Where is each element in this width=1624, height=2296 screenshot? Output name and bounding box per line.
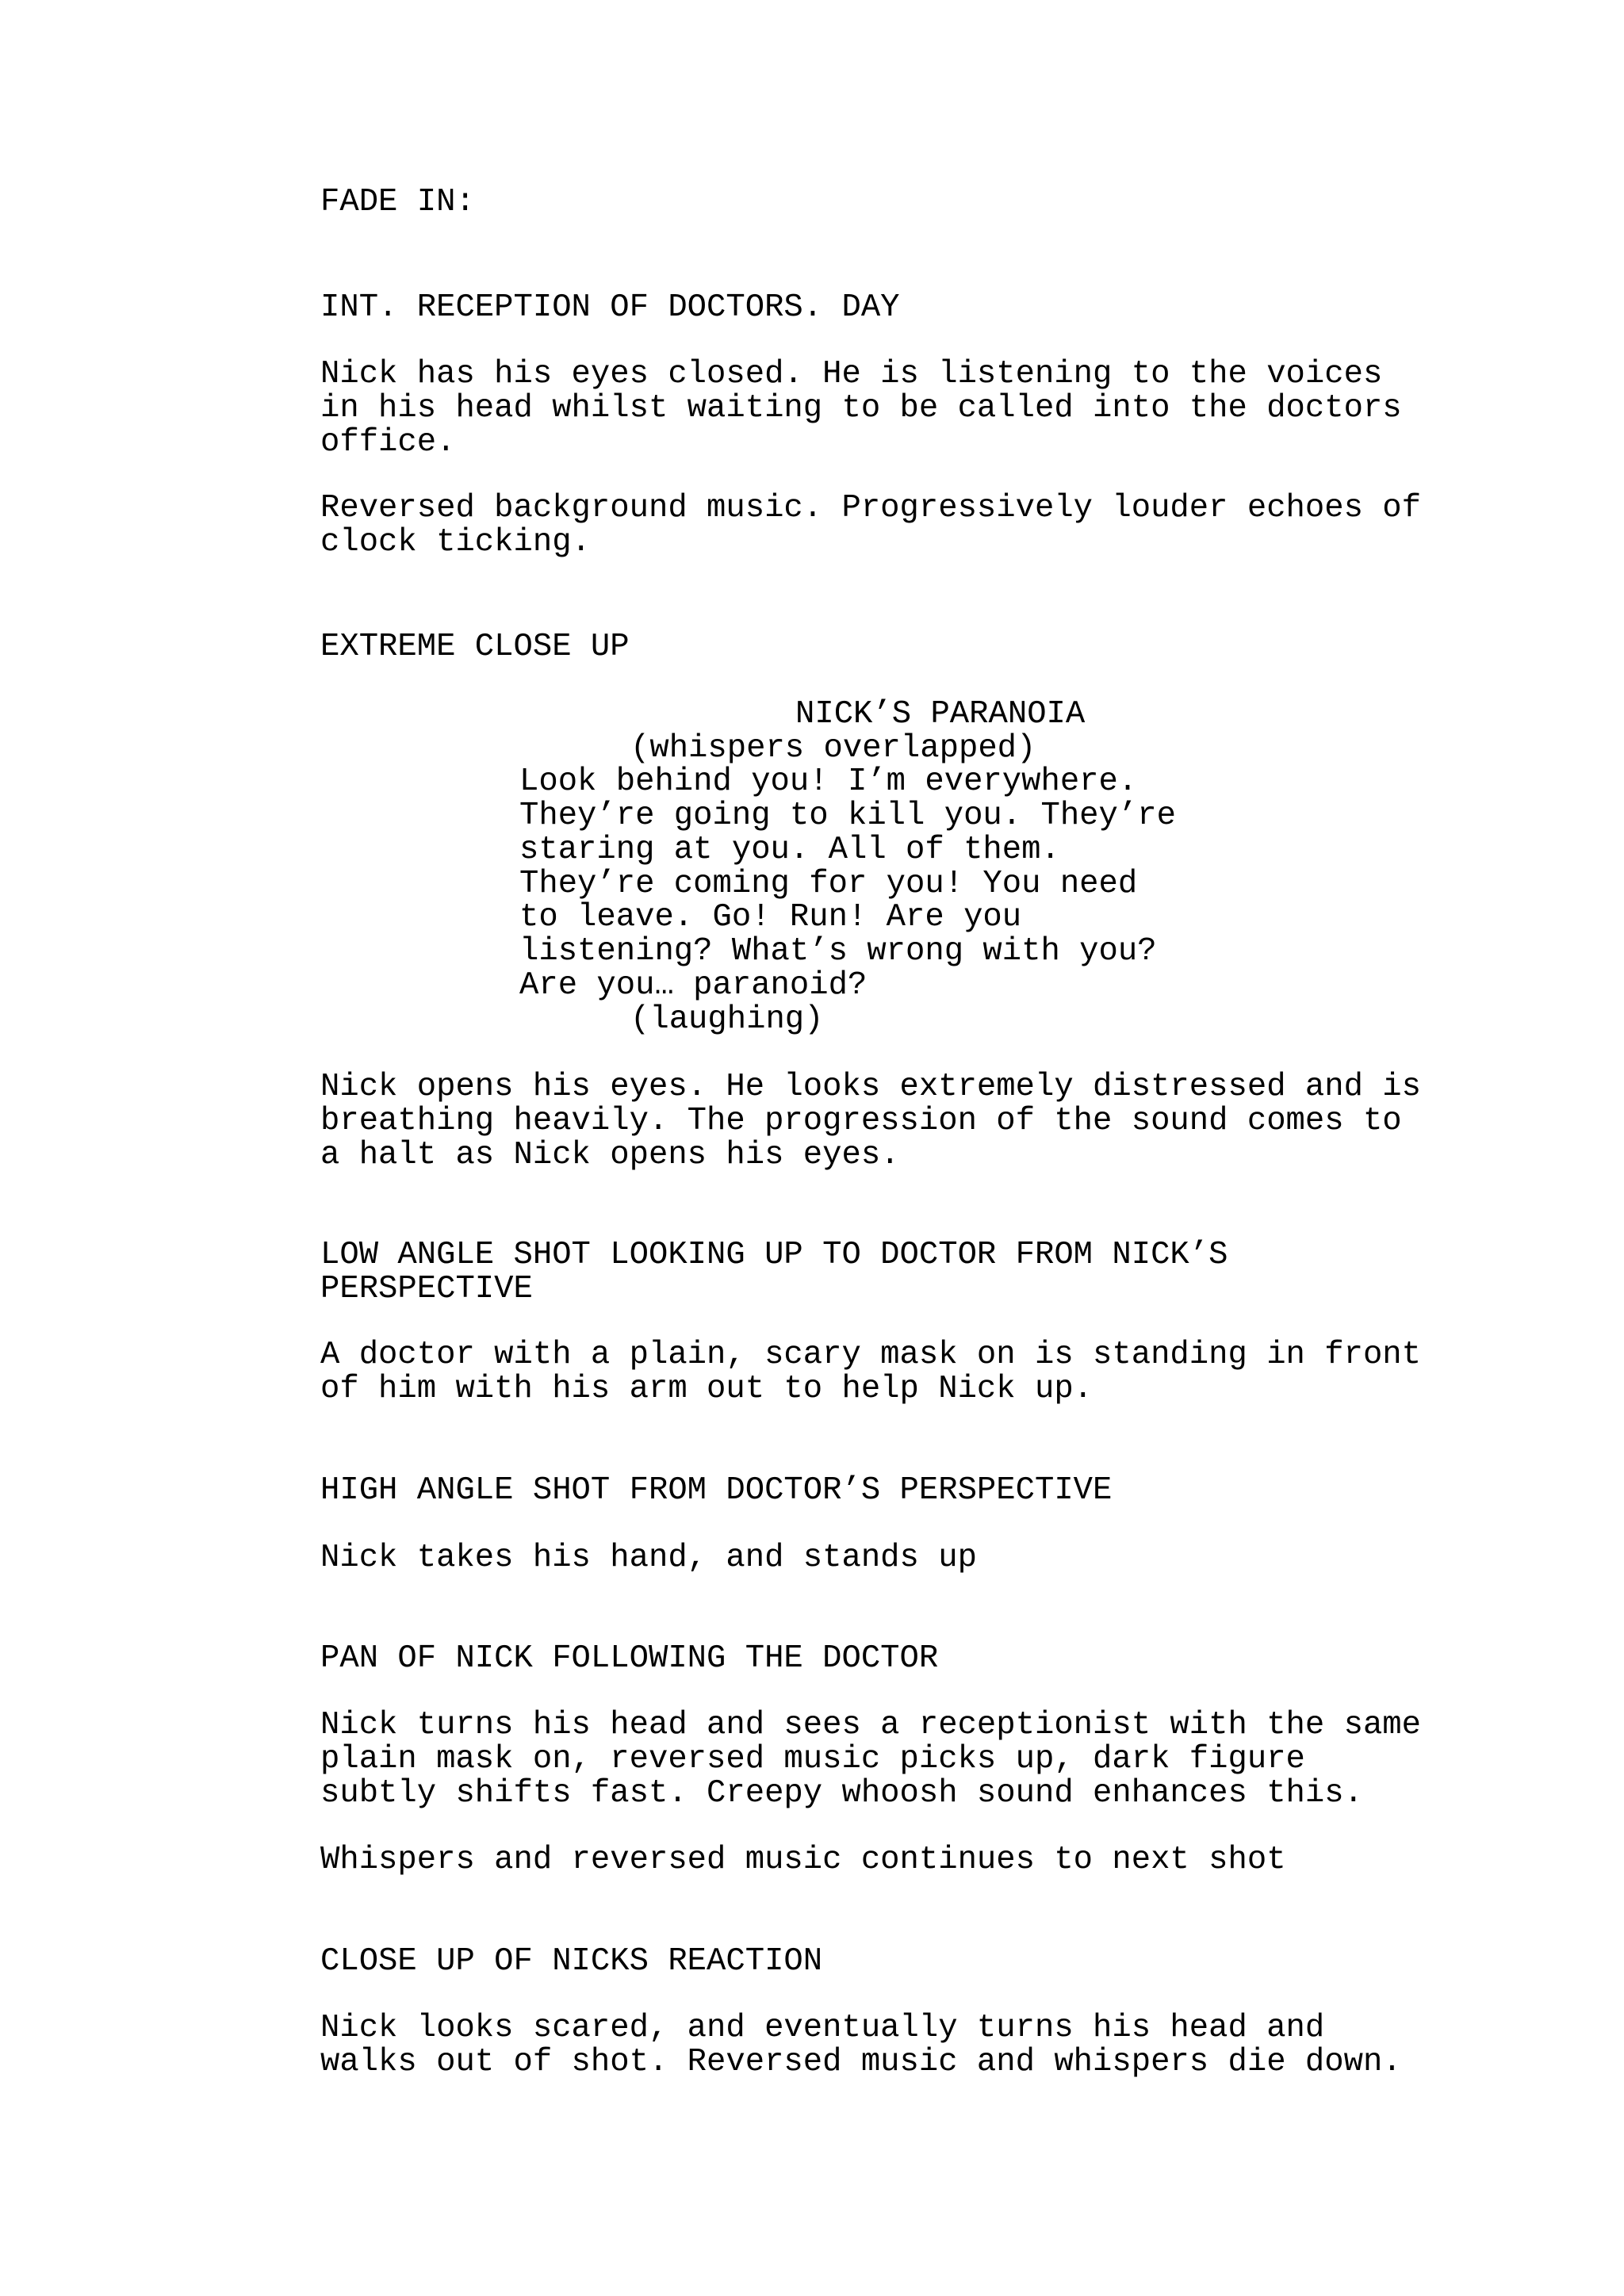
action-line: Nick looks scared, and eventually turns his head and — [320, 2010, 1325, 2046]
parenthetical: (laughing) — [630, 1001, 824, 1038]
shot-heading: EXTREME CLOSE UP — [320, 629, 630, 665]
parenthetical: (whispers overlapped) — [630, 730, 1036, 767]
action-line: subtly shifts fast. Creepy whoosh sound enhances this. — [320, 1775, 1363, 1812]
shot-heading: LOW ANGLE SHOT LOOKING UP TO DOCTOR FROM NICK’S — [320, 1237, 1228, 1273]
action-line: breathing heavily. The progression of the sound comes to — [320, 1103, 1402, 1139]
dialogue-line: Look behind you! I’m everywhere. — [519, 763, 1138, 800]
character-name: NICK’S PARANOIA — [795, 696, 1086, 733]
transition-line: FADE IN: — [320, 184, 475, 220]
shot-heading: PAN OF NICK FOLLOWING THE DOCTOR — [320, 1640, 939, 1677]
action-line: clock ticking. — [320, 524, 591, 561]
action-line: Reversed background music. Progressively louder echoes of — [320, 490, 1421, 526]
dialogue-line: They’re going to kill you. They’re — [519, 798, 1176, 834]
action-line: A doctor with a plain, scary mask on is standing in front — [320, 1337, 1421, 1373]
action-line: Nick opens his eyes. He looks extremely distressed and is — [320, 1069, 1421, 1105]
shot-heading: HIGH ANGLE SHOT FROM DOCTOR’S PERSPECTIVE — [320, 1472, 1113, 1509]
action-line: walks out of shot. Reversed music and whispers die down. — [320, 2044, 1402, 2080]
action-line: in his head whilst waiting to be called into the doctors — [320, 390, 1402, 427]
shot-heading: PERSPECTIVE — [320, 1271, 533, 1307]
action-line: of him with his arm out to help Nick up. — [320, 1371, 1094, 1407]
scene-heading: INT. RECEPTION OF DOCTORS. DAY — [320, 289, 900, 326]
dialogue-line: staring at you. All of them. — [519, 832, 1060, 868]
action-line: plain mask on, reversed music picks up, dark figure — [320, 1741, 1305, 1777]
action-line: Whispers and reversed music continues to next shot — [320, 1842, 1286, 1878]
action-line: office. — [320, 424, 456, 461]
dialogue-line: to leave. Go! Run! Are you — [519, 899, 1022, 936]
action-line: a halt as Nick opens his eyes. — [320, 1137, 900, 1173]
action-line: Nick has his eyes closed. He is listening to the voices — [320, 356, 1383, 392]
action-line: Nick takes his hand, and stands up — [320, 1540, 977, 1576]
dialogue-line: They’re coming for you! You need — [519, 866, 1138, 902]
dialogue-line: listening? What’s wrong with you? — [519, 933, 1157, 970]
dialogue-line: Are you… paranoid? — [519, 967, 868, 1004]
action-line: Nick turns his head and sees a receptionist with the same — [320, 1707, 1421, 1743]
shot-heading: CLOSE UP OF NICKS REACTION — [320, 1943, 823, 1980]
